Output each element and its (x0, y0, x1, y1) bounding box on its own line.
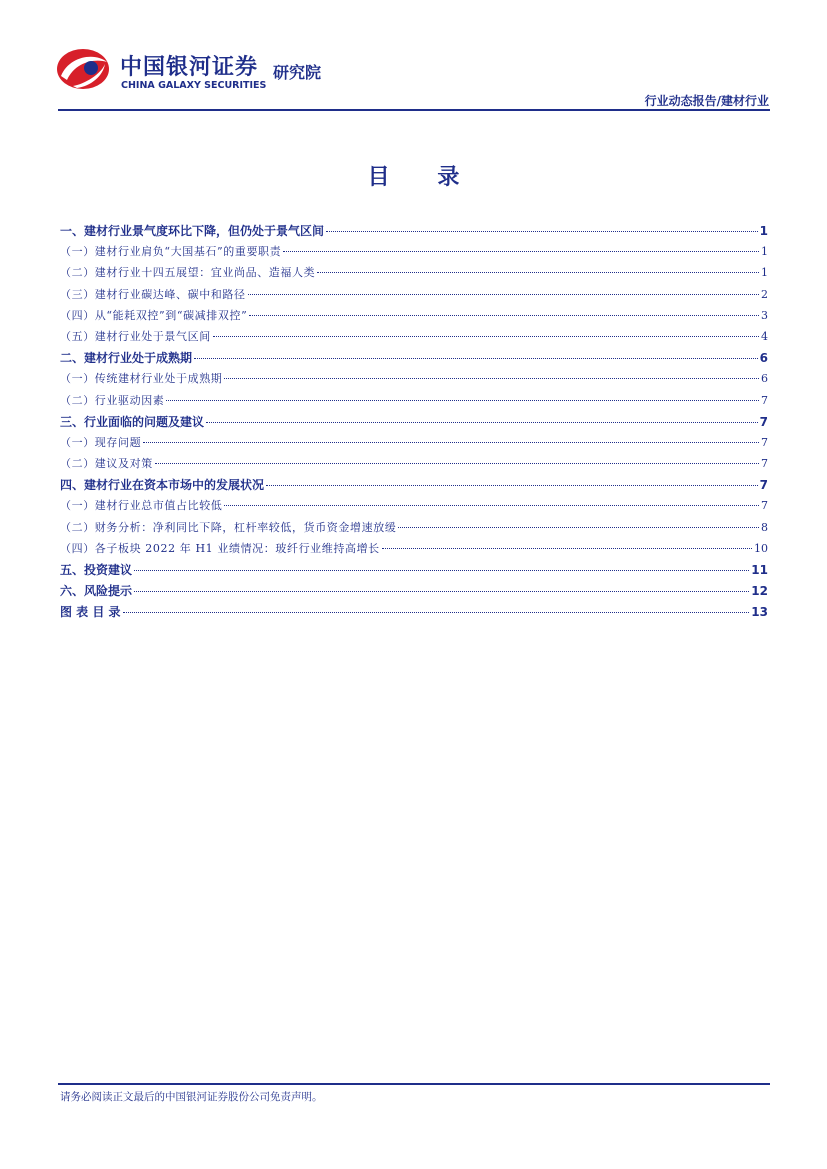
toc-entry-title: （二）建材行业十四五展望：宜业尚品、造福人类 (60, 266, 316, 280)
toc-dot-leader (206, 422, 758, 423)
toc-subsection-entry[interactable] (60, 370, 768, 391)
toc-dot-leader (134, 591, 749, 592)
toc-subsection-entry[interactable] (60, 519, 768, 540)
toc-title: 目 录 (367, 165, 480, 190)
toc-page-number: 7 (759, 478, 768, 493)
toc-page-number: 7 (761, 499, 768, 513)
report-type-label: 行业动态报告/建材行业 (644, 94, 769, 108)
toc-dot-leader (249, 315, 759, 316)
toc-subsection-entry[interactable] (60, 264, 768, 285)
toc-entry-title: （五）建材行业处于景气区间 (60, 329, 211, 343)
toc-page-number: 10 (754, 541, 768, 555)
toc-dot-leader (194, 358, 758, 359)
toc-dot-leader (123, 612, 750, 613)
toc-section-entry[interactable] (60, 561, 768, 582)
toc-page-number: 1 (761, 245, 768, 259)
toc-section-entry[interactable] (60, 222, 768, 243)
header-divider (58, 109, 770, 111)
toc-dot-leader (224, 505, 759, 506)
toc-page-number: 7 (761, 435, 768, 449)
toc-dot-leader (213, 336, 759, 337)
toc-dot-leader (134, 570, 749, 571)
toc-section-entry[interactable] (60, 413, 768, 434)
toc-page-number: 3 (761, 308, 768, 322)
toc-dot-leader (398, 527, 759, 528)
toc-entry-title: 图 表 目 录 (60, 605, 121, 620)
toc-subsection-entry[interactable] (60, 243, 768, 264)
toc-dot-leader (283, 251, 759, 252)
toc-page-number: 7 (761, 457, 768, 471)
toc-entry-title: （四）从“能耗双控”到“碳减排双控” (60, 308, 248, 322)
toc-subsection-entry[interactable] (60, 392, 768, 413)
toc-entry-title: （一）现存问题 (60, 435, 142, 449)
toc-subsection-entry[interactable] (60, 328, 768, 349)
logo-english-name: CHINA GALAXY SECURITIES (121, 80, 267, 91)
toc-entry-title: 二、建材行业处于成熟期 (60, 351, 193, 366)
toc-subsection-entry[interactable] (60, 455, 768, 476)
toc-page-number: 1 (759, 224, 768, 238)
page-header (0, 0, 827, 112)
toc-page-number: 6 (759, 351, 768, 366)
toc-dot-leader (143, 442, 759, 443)
toc-section-entry[interactable] (60, 603, 768, 624)
toc-entry-title: （一）建材行业总市值占比较低 (60, 499, 223, 513)
toc-entry-title: （一）建材行业肩负“大国基石”的重要职责 (60, 245, 282, 259)
toc-dot-leader (248, 294, 759, 295)
toc-entry-title: 六、风险提示 (60, 584, 133, 599)
toc-dot-leader (166, 400, 759, 401)
toc-page-number: 7 (761, 393, 768, 407)
toc-entry-title: （二）财务分析：净利同比下降，杠杆率较低，货币资金增速放缓 (60, 520, 397, 534)
toc-page-number: 6 (761, 372, 768, 386)
toc-dot-leader (317, 272, 759, 273)
toc-section-entry[interactable] (60, 476, 768, 497)
toc-subsection-entry[interactable] (60, 286, 768, 307)
logo-chinese-name: 中国银河证券 (120, 55, 259, 80)
toc-page-number: 8 (761, 520, 768, 534)
table-of-contents (60, 222, 768, 625)
toc-page-number: 12 (751, 584, 768, 599)
toc-page-number: 1 (761, 266, 768, 280)
toc-dot-leader (326, 231, 758, 232)
toc-entry-title: （二）行业驱动因素 (60, 393, 165, 407)
toc-entry-title: 四、建材行业在资本市场中的发展状况 (60, 478, 265, 493)
toc-page-number: 4 (761, 329, 768, 343)
toc-subsection-entry[interactable] (60, 540, 768, 561)
toc-entry-title: （一）传统建材行业处于成熟期 (60, 372, 223, 386)
toc-page-number: 13 (751, 605, 768, 620)
toc-dot-leader (382, 548, 752, 549)
toc-dot-leader (224, 378, 759, 379)
galaxy-logo-icon (55, 46, 111, 92)
toc-section-entry[interactable] (60, 349, 768, 370)
logo-subtitle: 研究院 (273, 63, 322, 82)
footer-divider (58, 1083, 770, 1085)
toc-subsection-entry[interactable] (60, 434, 768, 455)
toc-entry-title: 五、投资建议 (60, 563, 133, 577)
toc-page-number: 2 (761, 287, 768, 301)
toc-section-entry[interactable] (60, 582, 768, 603)
toc-subsection-entry[interactable] (60, 307, 768, 328)
toc-entry-title: 一、建材行业景气度环比下降，但仍处于景气区间 (60, 224, 325, 238)
footer-disclaimer: 请务必阅读正文最后的中国银河证券股份公司免责声明。 (60, 1091, 323, 1103)
toc-entry-title: 三、行业面临的问题及建议 (60, 414, 205, 429)
toc-entry-title: （四）各子板块 2022 年 H1 业绩情况：玻纤行业维持高增长 (60, 541, 380, 555)
toc-dot-leader (155, 463, 759, 464)
toc-page-number: 7 (759, 414, 768, 429)
toc-dot-leader (266, 485, 758, 486)
toc-subsection-entry[interactable] (60, 497, 768, 518)
toc-entry-title: （二）建议及对策 (60, 457, 153, 471)
toc-entry-title: （三）建材行业碳达峰、碳中和路径 (60, 287, 246, 301)
toc-page-number: 11 (751, 563, 768, 577)
